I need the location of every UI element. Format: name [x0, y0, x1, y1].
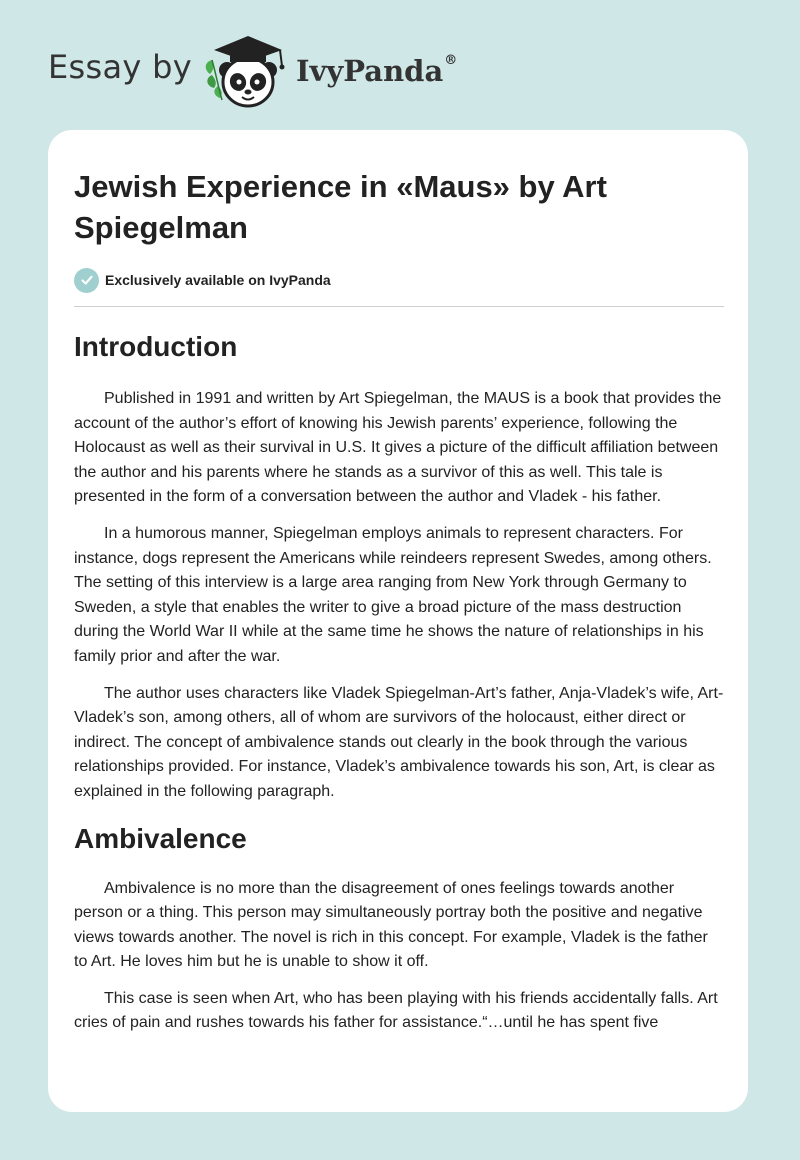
section-heading-introduction: Introduction: [74, 331, 238, 362]
registered-mark: ®: [444, 53, 458, 69]
paragraph: Published in 1991 and written by Art Spiegelman, the MAUS is a book that provides the account of the author’s effort of knowing his Jewish parents’ experience, following the Holocaust as well as their survival in U.S. It gives a picture of the difficult affiliation between the author and his parents where he stands as a survivor of this as well. This tale is presented in the form of a conversation between the author and Vladek - his father.: [74, 390, 722, 506]
paragraph: This case is seen when Art, who has been playing with his friends accidentally falls. Art cries of pain and rushes towards his father for assistance.“…until he has spent five: [74, 989, 718, 1032]
title-divider: [74, 306, 724, 307]
paragraph: In a humorous manner, Spiegelman employs animals to represent characters. For instance, dogs represent the Americans while reindeers represent Swedes, among others. The setting of this interview is a large area ranging from New York through Germany to Sweden, a style that enables the writer to give a broad picture of the mass destruction during the World War II while at the same time he shows the nature of relationships in his family prior and after the war.: [74, 524, 712, 665]
exclusive-badge: [74, 266, 724, 294]
essay-content: [74, 166, 724, 1048]
site-header: [48, 30, 488, 110]
paragraph: Ambivalence is no more than the disagreement of ones feelings towards another person or a thing. This person may simultaneously portray both the positive and negative views towards another. The novel is rich in this concept. For example, Vladek is the father to Art. He loves him but he is unable to show it off.: [74, 879, 708, 971]
section-heading-ambivalence: Ambivalence: [74, 822, 247, 854]
brand-text: IvyPanda: [296, 54, 444, 88]
exclusive-text: Exclusively available on IvyPanda: [105, 272, 331, 288]
panda-graduate-icon: [200, 30, 290, 110]
check-icon: [74, 268, 99, 293]
brand-name[interactable]: [296, 54, 457, 88]
essay-card: [48, 130, 748, 1112]
essay-by-label: Essay by: [48, 48, 192, 86]
paragraph: The author uses characters like Vladek Spiegelman-Art’s father, Anja-Vladek’s wife, Art- Vladek’s son, among others, all of whom are survivors of the holocaust, either direct or indirect. The concept of ambivalence stands out clearly in the book through the various relationships provided. For instance, Vladek’s ambivalence towards his son, Art, is clear as explained in the following paragraph.: [74, 684, 724, 800]
essay-title: Jewish Experience in «Maus» by Art Spiegelman: [74, 169, 607, 245]
